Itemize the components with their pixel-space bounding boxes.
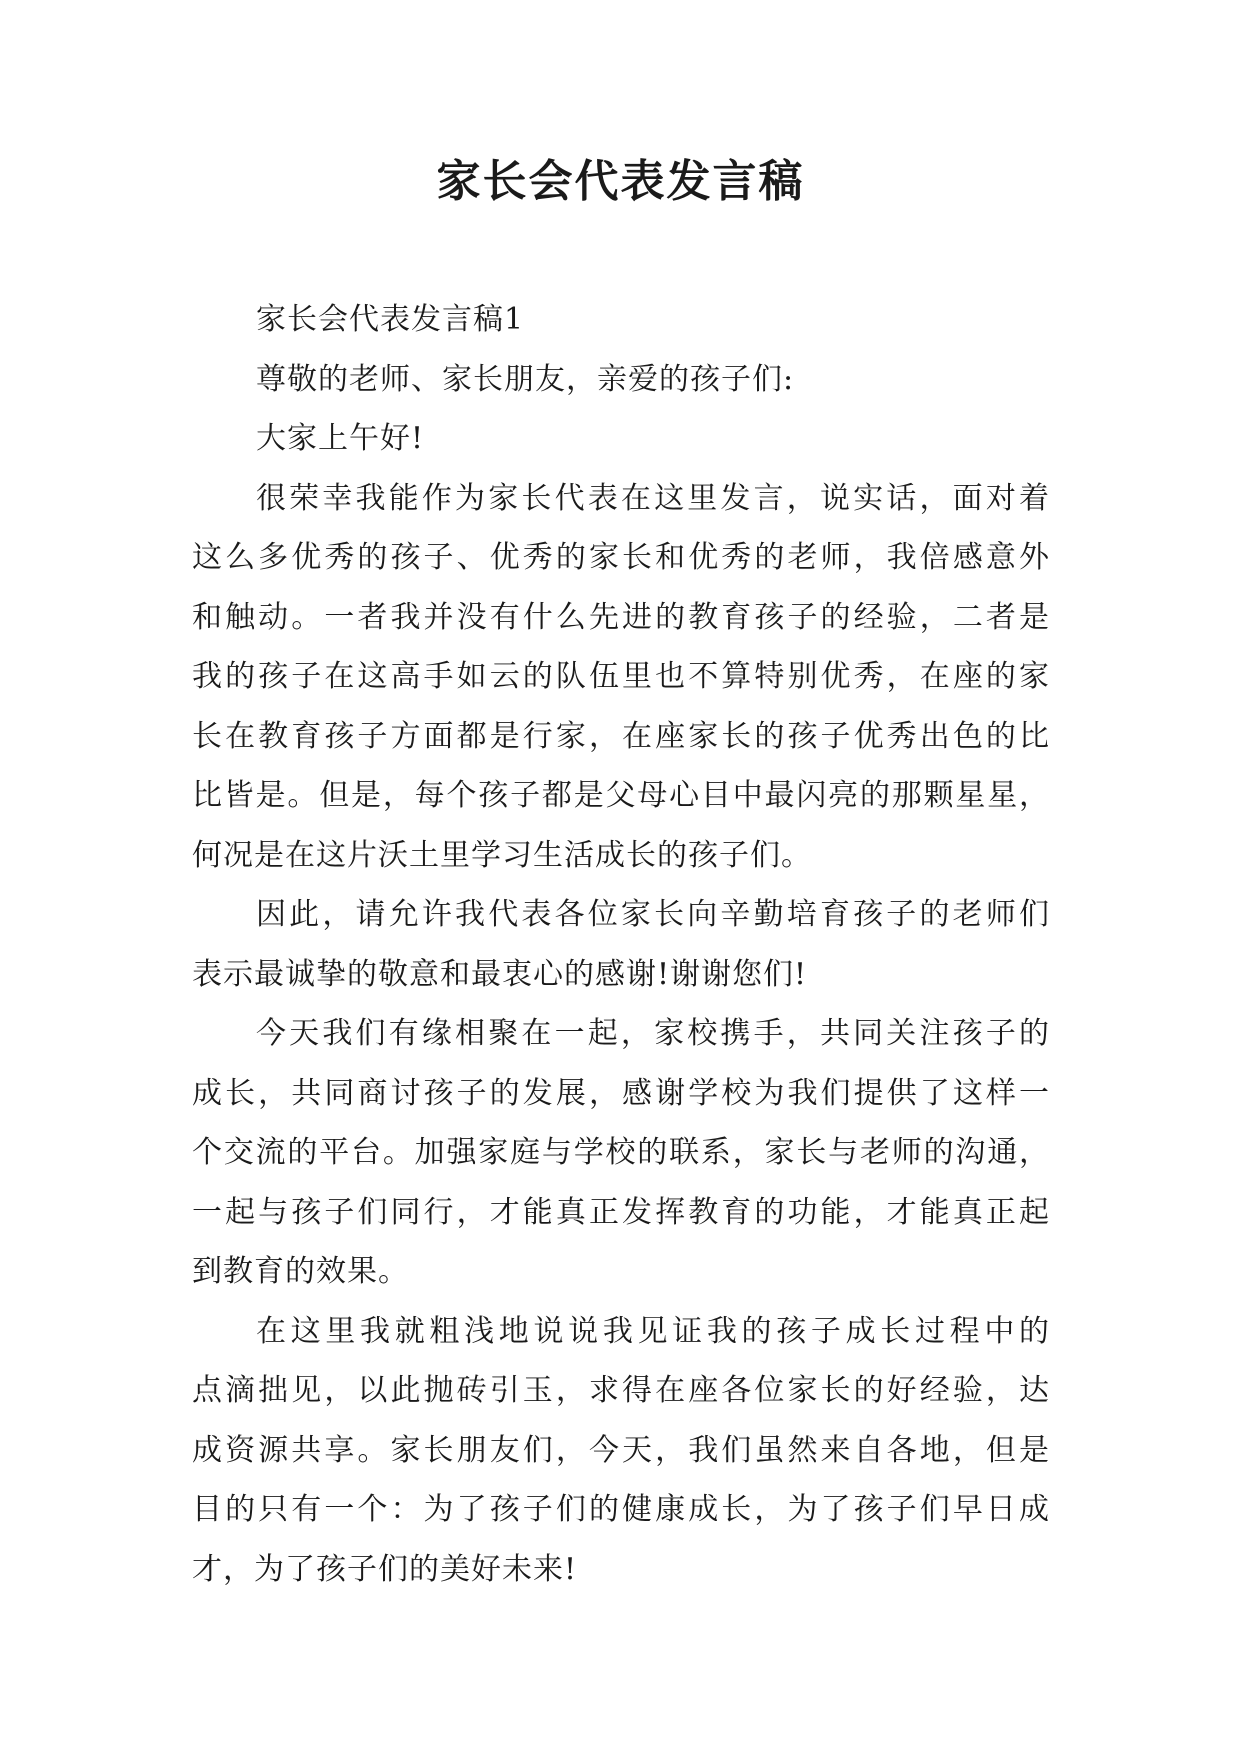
text-line: 这么多优秀的孩子、优秀的家长和优秀的老师，我倍感意外 xyxy=(192,540,1050,575)
text-line: 个交流的平台。加强家庭与学校的联系，家长与老师的沟通， xyxy=(192,1135,1050,1170)
text-line: 到教育的效果。 xyxy=(192,1254,409,1289)
text-line: 家长会代表发言稿1 xyxy=(256,302,525,337)
text-line: 表示最诚挚的敬意和最衷心的感谢!谢谢您们! xyxy=(192,956,808,992)
text-line: 因此，请允许我代表各位家长向辛勤培育孩子的老师们 xyxy=(256,897,1050,932)
text-line: 成资源共享。家长朋友们，今天，我们虽然来自各地，但是 xyxy=(192,1432,1050,1468)
text-line: 很荣幸我能作为家长代表在这里发言，说实话，面对着 xyxy=(256,480,1050,516)
text-line: 目的只有一个：为了孩子们的健康成长，为了孩子们早日成 xyxy=(192,1492,1050,1527)
text-line: 尊敬的老师、家长朋友，亲爱的孩子们: xyxy=(256,361,795,397)
text-line: 我的孩子在这高手如云的队伍里也不算特别优秀，在座的家 xyxy=(192,659,1050,694)
document-body xyxy=(192,290,1050,1599)
text-line: 和触动。一者我并没有什么先进的教育孩子的经验，二者是 xyxy=(192,599,1050,635)
text-line: 何况是在这片沃土里学习生活成长的孩子们。 xyxy=(192,837,812,873)
text-line: 比皆是。但是，每个孩子都是父母心目中最闪亮的那颗星星， xyxy=(192,778,1050,813)
text-line: 才，为了孩子们的美好未来! xyxy=(192,1551,578,1587)
document-title: 家长会代表发言稿 xyxy=(436,156,805,207)
text-line: 长在教育孩子方面都是行家，在座家长的孩子优秀出色的比 xyxy=(192,718,1050,754)
text-line: 成长，共同商讨孩子的发展，感谢学校为我们提供了这样一 xyxy=(192,1075,1050,1111)
text-line: 点滴拙见，以此抛砖引玉，求得在座各位家长的好经验，达 xyxy=(192,1373,1050,1408)
text-line: 在这里我就粗浅地说说我见证我的孩子成长过程中的 xyxy=(256,1313,1050,1349)
text-line: 今天我们有缘相聚在一起，家校携手，共同关注孩子的 xyxy=(256,1016,1050,1051)
text-line: 一起与孩子们同行，才能真正发挥教育的功能，才能真正起 xyxy=(192,1194,1050,1230)
text-line: 大家上午好! xyxy=(256,421,425,456)
